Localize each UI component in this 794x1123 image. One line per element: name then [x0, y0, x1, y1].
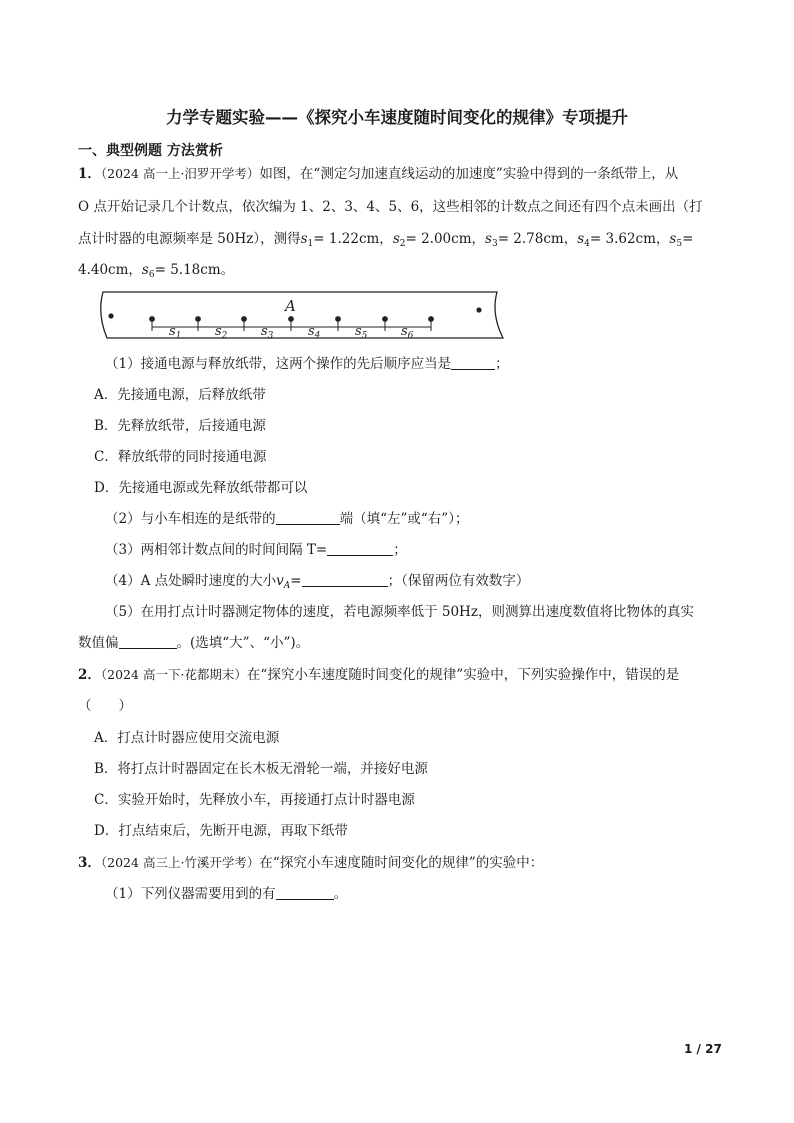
s1-value: = 1.22cm， [313, 231, 393, 247]
q1-text: 如图，在“测定匀加速直线运动的加速度”实验中得到的一条纸带上，从 [259, 166, 679, 182]
q1-sub2: （2）与小车相连的是纸带的 端（填“左”或“右”）； [105, 511, 469, 527]
tape-outline [101, 292, 503, 338]
tape-dot-right [476, 307, 481, 312]
q2-option-b: B．将打点计时器固定在长木板无滑轮一端，并接好电源 [94, 761, 428, 777]
q3-line1 [78, 853, 543, 873]
tape-dot-left [108, 313, 113, 318]
s6-symbol: $s_6$ [141, 262, 155, 280]
answer-blank-3[interactable] [327, 541, 393, 556]
s2-symbol: $s_2$ [392, 231, 406, 249]
s5-value: = [682, 231, 694, 247]
q2-number: 2． [78, 667, 101, 683]
q2-option-c: C．实验开始时，先释放小车，再接通打点计时器电源 [94, 792, 415, 808]
section-heading: 一、典型例题 方法赏析 [78, 143, 223, 159]
s2-value: = 2.00cm， [405, 231, 486, 247]
q1-sub5-line1: （5）在用打点计时器测定物体的速度，若电源频率低于 50Hz，则测算出速度数值将比物体的真实 [105, 604, 694, 620]
answer-blank-4[interactable] [302, 572, 388, 587]
q3-sub1: （1）下列仪器需要用到的有 。 [105, 886, 348, 902]
q1-sub1: （1）接通电源与释放纸带，这两个操作的先后顺序应当是 ； [105, 356, 509, 372]
s5-symbol: $s_5$ [669, 231, 683, 249]
q2-answer-paren: （ ） [78, 698, 132, 714]
label-s3: $s_3$ [261, 324, 274, 341]
q1-number: 1． [78, 166, 101, 182]
q1-option-d: D．先接通电源或先释放纸带都可以 [94, 480, 308, 496]
q3-source: （2024 高三上·竹溪开学考） [100, 855, 260, 870]
q1-line2: O 点开始记录几个计数点，依次编为 1、2、3、4、5、6，这些相邻的计数点之间还有四个点未画出（打 [78, 199, 703, 215]
q2-source: （2024 高一下·花都期末） [100, 667, 247, 682]
label-s6: $s_6$ [401, 324, 414, 341]
q2-option-a: A．打点计时器应使用交流电源 [94, 730, 280, 746]
q1-line1 [78, 164, 678, 184]
page-title: 力学专题实验——《探究小车速度随时间变化的规律》专项提升 [166, 108, 628, 127]
answer-blank-2[interactable] [276, 510, 340, 525]
q1-source: （2024 高一上·汨罗开学考） [100, 166, 260, 181]
ticker-tape-figure [95, 290, 515, 342]
s1-symbol: $s_1$ [300, 231, 314, 249]
label-s1: $s_1$ [169, 324, 182, 341]
q1-sub5-line2: 数值偏 。(选填“大”、“小”)。 [78, 635, 310, 651]
q1-sub3: （3）两相邻计数点间的时间间隔 T= ； [105, 542, 407, 558]
q1-option-a: A．先接通电源，后释放纸带 [94, 387, 266, 403]
q1-option-c: C．释放纸带的同时接通电源 [94, 449, 267, 465]
point-a-label: A [285, 297, 296, 315]
s3-value: = 2.78cm， [497, 231, 578, 247]
va-symbol: $v_A$ [276, 573, 291, 591]
s4-value: = 3.62cm， [589, 231, 670, 247]
q2-text: 在“探究小车速度随时间变化的规律”实验中，下列实验操作中，错误的是 [246, 667, 680, 683]
q1-sub4: （4）A 点处瞬时速度的大小$v_A=$ ；（保留两位有效数字） [105, 573, 530, 591]
q1-option-b: B．先释放纸带，后接通电源 [94, 418, 266, 434]
answer-blank-6[interactable] [276, 885, 334, 900]
s6-value: = 5.18cm。 [154, 262, 235, 278]
answer-blank-5[interactable] [119, 634, 177, 649]
label-s5: $s_5$ [355, 324, 368, 341]
label-s4: $s_4$ [308, 324, 321, 341]
answer-blank-1[interactable] [451, 355, 495, 370]
q1-line3: 点计时器的电源频率是 50Hz），测得$s_1= 1.22cm$，$s_2= 2.00cm$，$s_3= 2.78cm$，$s_4= 3.62cm$，$s_5=$ [78, 231, 694, 249]
q2-line1 [78, 665, 679, 685]
s3-symbol: $s_3$ [485, 231, 498, 249]
q3-number: 3． [78, 855, 101, 871]
count-points [150, 317, 434, 331]
q2-option-d: D．打点结束后，先断开电源，再取下纸带 [94, 823, 348, 839]
s4-symbol: $s_4$ [577, 231, 590, 249]
q3-text: 在“探究小车速度随时间变化的规律”的实验中： [259, 855, 544, 871]
page-number: 1 / 27 [684, 1042, 722, 1056]
q1-line4: 4.40cm，$s_6= 5.18cm$。 [78, 262, 235, 280]
label-s2: $s_2$ [215, 324, 228, 341]
